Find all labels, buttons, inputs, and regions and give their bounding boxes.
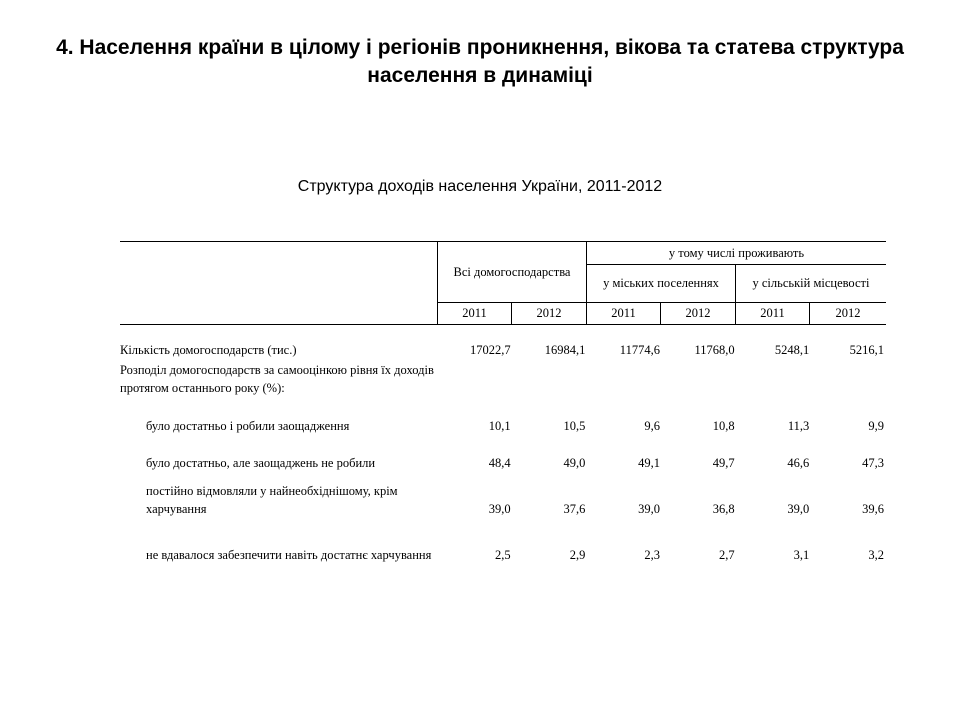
row-value: 39,0 [787, 502, 810, 516]
row-value: 10,1 [488, 419, 511, 433]
row-value: 5248,1 [774, 343, 810, 357]
row-label: Кількість домогосподарств (тис.) [120, 343, 297, 357]
row-value: 46,6 [787, 456, 810, 470]
row-value: 17022,7 [470, 343, 511, 357]
row-value: 9,6 [644, 419, 660, 433]
table-row [120, 339, 886, 359]
row-value: 5216,1 [849, 343, 884, 357]
row-value: 11774,6 [619, 343, 660, 357]
table-caption: Структура доходів населення України, 2011-2012 [297, 178, 663, 195]
row-value: 37,6 [563, 502, 586, 516]
row-value: 48,4 [488, 456, 511, 470]
row-value: 39,0 [638, 502, 660, 516]
row-value: 49,7 [712, 456, 735, 470]
row-label: постійно відмовляли у найнеобхіднішому, крім харчування [146, 484, 398, 516]
row-label: Розподіл домогосподарств за самооцінкою рівня їх доходів протягом останнього року (%): [120, 363, 434, 395]
table-row [120, 415, 886, 435]
row-value: 10,8 [712, 419, 735, 433]
row-value: 9,9 [868, 419, 884, 433]
row-label: було достатньо, але заощаджень не робили [146, 456, 376, 470]
header-year: 2012 [835, 306, 861, 320]
row-value: 39,0 [488, 502, 511, 516]
header-year: 2011 [611, 306, 636, 320]
row-label: не вдавалося забезпечити навіть достатнє харчування [146, 548, 432, 562]
row-value: 39,6 [862, 502, 884, 516]
slide-title: 4. Населення країни в цілому і регіонів проникнення, вікова та статева структура населення в динаміці [56, 36, 904, 87]
table-section-heading [120, 361, 886, 397]
header-year: 2012 [536, 306, 562, 320]
row-label: було достатньо і робили заощадження [146, 419, 350, 433]
table-header [120, 241, 886, 325]
row-value: 3,1 [793, 548, 810, 562]
header-year: 2012 [685, 306, 711, 320]
row-value: 49,0 [563, 456, 586, 470]
row-value: 3,2 [868, 548, 884, 562]
row-value: 47,3 [862, 456, 884, 470]
header-all-households: Всі домогосподарства [453, 264, 571, 279]
row-value: 2,9 [569, 548, 586, 562]
row-value: 36,8 [712, 502, 735, 516]
row-value: 10,5 [563, 419, 586, 433]
header-year: 2011 [760, 306, 785, 320]
row-value: 2,7 [719, 548, 735, 562]
income-structure-table [120, 241, 886, 564]
row-value: 16984,1 [544, 343, 586, 357]
table-row [120, 526, 886, 564]
table-row [120, 480, 886, 518]
row-value: 2,5 [495, 548, 511, 562]
row-value: 11768,0 [694, 343, 735, 357]
row-value: 49,1 [638, 456, 660, 470]
header-including-living: у тому числі проживають [668, 245, 805, 260]
header-year: 2011 [462, 306, 487, 320]
header-rural: у сільській місцевості [752, 276, 870, 290]
header-urban: у міських поселеннях [603, 276, 719, 290]
row-value: 2,3 [644, 548, 660, 562]
table-row [120, 452, 886, 472]
row-value: 11,3 [787, 419, 810, 433]
